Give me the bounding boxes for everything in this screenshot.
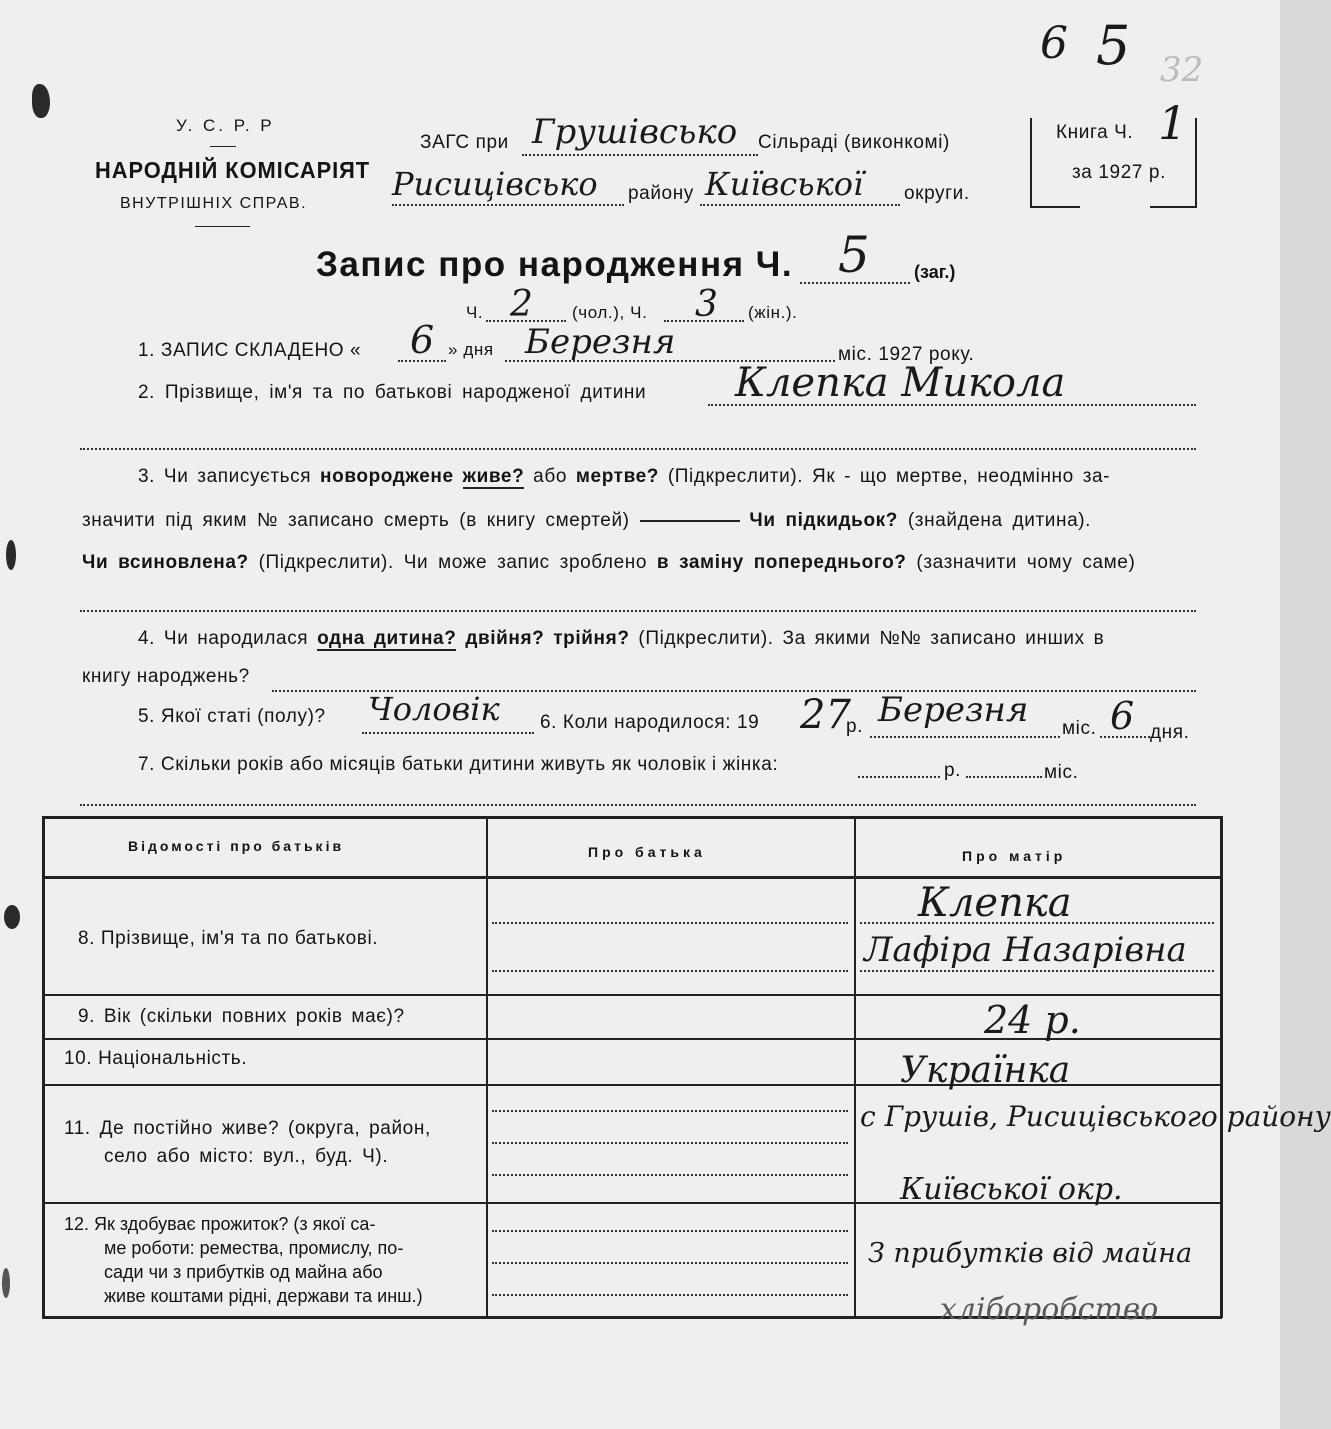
q1-day: 6	[410, 318, 435, 362]
q3-alive: живе?	[462, 466, 525, 487]
mother-name: Лафіра Назарівна	[864, 930, 1187, 970]
commissariat-label: НАРОДНІЙ КОМІСАРІЯТ	[95, 157, 371, 183]
q4-line-2: книгу народжень?	[82, 666, 250, 687]
record-number: 5	[838, 226, 870, 284]
q4-twins: двійня?	[465, 628, 545, 649]
row12-label-3: сади чи з прибутків од майна або	[104, 1262, 383, 1282]
q3-dead: мертве?	[575, 466, 659, 487]
q7-years-line	[858, 776, 940, 778]
book-box-bottom-left	[1030, 206, 1080, 208]
corner-mark-2: 5	[1096, 14, 1131, 77]
q6-day-line	[1100, 736, 1150, 738]
q3-dash	[640, 520, 740, 522]
row11-label-2: село або місто: вул., буд. Ч).	[104, 1146, 389, 1167]
record-title: Запис про народження Ч.	[316, 245, 794, 284]
council-label: Сільраді (виконкомі)	[758, 132, 950, 153]
table-right	[1220, 816, 1223, 1318]
q6-label: 6. Коли народилося: 19	[540, 712, 760, 733]
village-name: Грушівсько	[532, 112, 738, 152]
header-info: Відомості про батьків	[128, 838, 345, 854]
q3-line-blank	[80, 610, 1196, 612]
row8-divider	[44, 994, 1220, 996]
father-line	[492, 1110, 848, 1112]
q1-day-line	[398, 360, 446, 362]
okrug-label: округи.	[904, 183, 970, 204]
q3-or: або	[533, 466, 567, 487]
q1-mid: » дня	[448, 340, 494, 359]
village-line	[522, 154, 758, 156]
q5-line	[362, 732, 534, 734]
row11-label-1: 11. Де постійно живе? (округа, район,	[64, 1118, 431, 1139]
scan-mark	[2, 1268, 10, 1298]
scan-mark	[32, 84, 50, 118]
q4-intro: 4. Чи народилася	[138, 628, 309, 649]
q3-line-1	[138, 466, 1110, 488]
scan-mark	[4, 905, 20, 929]
q3-intro: 3. Чи записується	[138, 466, 312, 487]
q4-single: одна дитина?	[317, 628, 457, 649]
father-line	[492, 1142, 848, 1144]
table-top	[42, 816, 1222, 819]
row9-label: 9. Вік (скільки повних років має)?	[78, 1006, 405, 1027]
q2-line-2	[80, 448, 1196, 450]
q7-mis: міс.	[1044, 762, 1079, 783]
corner-mark-1: 6	[1040, 18, 1068, 69]
q5-label: 5. Якої статі (полу)?	[138, 706, 326, 727]
scan-mark	[6, 540, 16, 570]
book-year: за 1927 р.	[1072, 162, 1166, 183]
q6-dnya: дня.	[1150, 722, 1190, 743]
father-line	[492, 1262, 848, 1264]
father-line	[492, 1174, 848, 1176]
row12-label-2: ме роботи: ремества, промислу, по-	[104, 1238, 404, 1258]
q3-line-2	[82, 510, 1091, 532]
q1-end: міс. 1927 року.	[838, 344, 975, 365]
book-label: Книга Ч.	[1056, 122, 1134, 143]
q7-line-2	[80, 804, 1196, 806]
mother-residence-1: с Грушів, Рисицівського району	[860, 1100, 1331, 1133]
child-name: Клепка Микола	[735, 360, 1066, 406]
divider	[210, 146, 236, 147]
q7-months-line	[966, 776, 1042, 778]
birth-year: 27	[800, 692, 851, 738]
mother-age: 24 р.	[984, 998, 1081, 1042]
female-count: 3	[695, 284, 718, 325]
book-box-right	[1195, 118, 1197, 208]
father-line	[492, 1230, 848, 1232]
sex-value: Чоловік	[368, 690, 500, 728]
q7-label: 7. Скільки років або місяців батьки дитини живуть як чоловік і жінка:	[138, 754, 779, 775]
q6-month-line	[870, 736, 1060, 738]
row10-label: 10. Національність.	[64, 1048, 248, 1069]
ussr-label: У. С. Р. Р	[176, 116, 275, 135]
book-number: 1	[1158, 96, 1188, 150]
father-line	[492, 970, 848, 972]
header-divider	[44, 876, 1220, 879]
birth-month: Березня	[878, 690, 1029, 730]
q3-rest: (Підкреслити). Як - що мертве, неодмінно за-	[667, 466, 1111, 487]
okrug-name: Київської	[705, 165, 864, 203]
father-line	[492, 922, 848, 924]
book-box-bottom-right	[1150, 206, 1195, 208]
birth-day: 6	[1110, 694, 1135, 738]
district-line	[392, 204, 624, 206]
q6-r: р.	[846, 716, 864, 737]
q3-replacement-q: (Підкреслити). Чи може запис зроблено	[258, 552, 648, 573]
row8-label: 8. Прізвище, ім'я та по батькові.	[78, 928, 379, 949]
okrug-line	[700, 204, 900, 206]
q3-why: (зазначити чому саме)	[916, 552, 1136, 573]
q4-rest: (Підкреслити). За якими №№ записано инших в	[638, 628, 1105, 649]
q3-adopted: Чи всиновлена?	[82, 552, 249, 573]
record-number-line	[800, 282, 910, 284]
col-divider-2	[854, 818, 856, 1316]
male-label: (чол.), Ч.	[572, 303, 648, 322]
row12-label-1: 12. Як здобуває прожиток? (з якої са-	[64, 1214, 376, 1234]
father-line	[492, 1294, 848, 1296]
q4-triplets: трійня?	[553, 628, 630, 649]
record-suffix: (заг.)	[914, 262, 956, 282]
mother-residence-3: Київської окр.	[900, 1172, 1123, 1207]
row12-label-4: живе коштами рідні, держави та инш.)	[104, 1286, 423, 1306]
mother-surname: Клепка	[918, 880, 1072, 926]
table-left	[42, 816, 45, 1318]
q3-line-3	[82, 552, 1135, 574]
female-label: (жін.).	[748, 303, 798, 322]
q3-replacement: в заміну попереднього?	[656, 552, 907, 573]
zags-prefix: ЗАГС при	[420, 132, 509, 153]
col-divider-1	[486, 818, 488, 1316]
male-ch-label: Ч.	[466, 303, 484, 322]
district-name: Рисицівсько	[392, 165, 598, 203]
q3-death-note: значити під яким № записано смерть (в книгу смертей)	[82, 510, 630, 531]
divider	[195, 226, 250, 227]
internal-affairs-label: ВНУТРІШНІХ СПРАВ.	[120, 195, 308, 212]
district-label: району	[628, 183, 694, 204]
header-father: Про батька	[588, 844, 706, 860]
q2-label: 2. Прізвище, ім'я та по батькові народженої дитини	[138, 382, 647, 403]
q3-foundling: Чи підкидьок?	[749, 510, 898, 531]
mother-occupation: З прибутків від майна	[868, 1238, 1193, 1269]
q7-r: р.	[944, 760, 962, 781]
header-mother: Про матір	[962, 848, 1067, 864]
male-count: 2	[510, 284, 533, 325]
q1-month: Березня	[525, 322, 676, 362]
mother-occupation-note: хліборобство	[940, 1292, 1159, 1327]
q4-line-1	[138, 628, 1104, 650]
mother-line	[860, 970, 1214, 972]
q3-found: (знайдена дитина).	[907, 510, 1092, 531]
mother-nationality: Українка	[900, 1050, 1071, 1091]
q2-line	[708, 404, 1196, 406]
q6-mis: міс.	[1062, 718, 1097, 739]
q3-newborn: новороджене	[320, 466, 454, 487]
book-box-left	[1030, 118, 1032, 206]
corner-mark-3: 32	[1160, 50, 1204, 90]
q1-label: 1. ЗАПИС СКЛАДЕНО «	[138, 340, 362, 361]
female-count-line	[664, 320, 744, 322]
